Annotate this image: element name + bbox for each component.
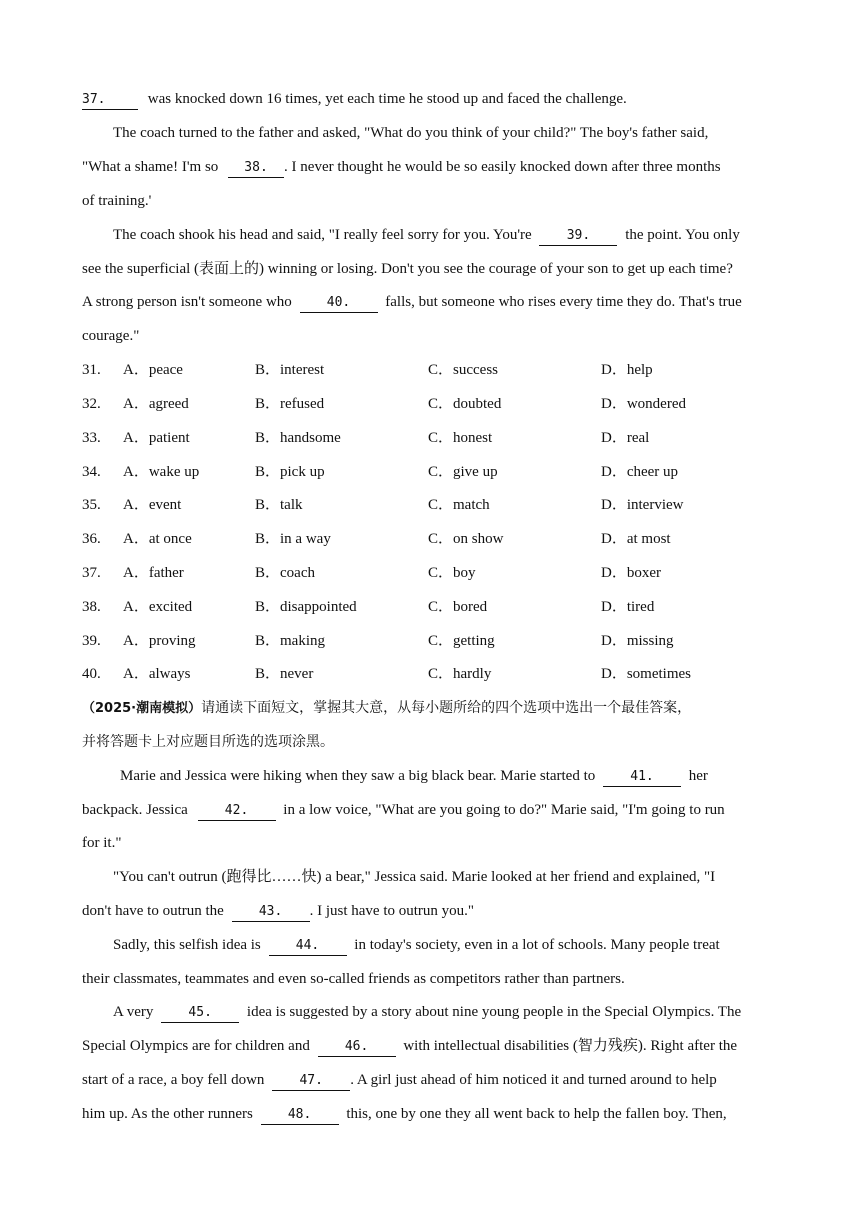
passage-line	[82, 1070, 717, 1090]
passage-line	[82, 901, 474, 921]
passage-text: A very	[113, 1004, 158, 1020]
option-c: C．give up	[428, 464, 498, 480]
source-tag: （2025·潮南模拟）	[82, 701, 202, 716]
passage-text: Special Olympics are for children and	[82, 1038, 314, 1054]
passage-text: "What a shame! I'm so	[82, 159, 223, 175]
option-c: C．success	[428, 362, 498, 378]
question-number: 40.	[82, 666, 101, 682]
option-a: A．peace	[123, 362, 183, 378]
option-a: A．father	[123, 565, 184, 581]
answer-blank-39: 39.	[539, 227, 617, 246]
passage-line	[82, 1104, 727, 1124]
option-b: B．interest	[255, 362, 325, 378]
passage-line	[82, 89, 627, 109]
passage-text: this, one by one they all went back to help the fallen boy. Then,	[342, 1106, 727, 1122]
passage-text: falls, but someone who rises every time they do. That's true	[381, 294, 742, 310]
option-row	[82, 495, 782, 515]
option-d: D．at most	[601, 531, 671, 547]
option-b: B．never	[255, 666, 314, 682]
passage-text: The coach shook his head and said, "I really feel sorry for you. You're	[113, 227, 536, 243]
option-b: B．pick up	[255, 464, 325, 480]
passage-text: backpack. Jessica	[82, 802, 192, 818]
passage-text: don't have to outrun the	[82, 903, 228, 919]
option-a: A．event	[123, 497, 182, 513]
passage-line: for it."	[82, 835, 122, 851]
answer-blank-40: 40.	[300, 294, 378, 313]
option-c: C．honest	[428, 430, 493, 446]
option-c: C．match	[428, 497, 490, 513]
question-number: 35.	[82, 497, 101, 513]
passage-text: in a low voice, "What are you going to do?" Marie said, "I'm going to run	[279, 802, 725, 818]
option-row	[82, 597, 782, 617]
answer-blank-48: 48.	[261, 1106, 339, 1125]
option-d: D．wondered	[601, 396, 686, 412]
passage-line	[82, 1036, 737, 1056]
passage-line	[113, 935, 720, 955]
passage-text: . I just have to outrun you."	[309, 903, 475, 919]
option-row	[82, 664, 782, 684]
option-a: A．proving	[123, 633, 196, 649]
passage-line	[120, 766, 708, 786]
option-b: B．disappointed	[255, 599, 357, 615]
answer-blank-41: 41.	[603, 768, 681, 787]
passage-line	[82, 157, 721, 177]
option-row	[82, 428, 782, 448]
option-a: A．agreed	[123, 396, 189, 412]
passage-text: the point. You only	[621, 227, 740, 243]
question-number: 34.	[82, 464, 101, 480]
option-row	[82, 462, 782, 482]
passage-text: her	[685, 768, 708, 784]
passage-line	[82, 292, 742, 312]
passage-text: . I never thought he would be so easily knocked down after three months	[284, 159, 721, 175]
answer-blank-43: 43.	[232, 903, 310, 922]
option-a: A．excited	[123, 599, 193, 615]
option-a: A．at once	[123, 531, 192, 547]
question-number: 38.	[82, 599, 101, 615]
question-number: 33.	[82, 430, 101, 446]
instructions-text: 请通读下面短文，掌握其大意，从每小题所给的四个选项中选出一个最佳答案，	[201, 700, 692, 716]
passage-line: see the superficial (表面上的) winning or losing. Don't you see the courage of your son to get up each time?	[82, 261, 733, 277]
passage-text: idea is suggested by a story about nine young people in the Special Olympics. The	[243, 1004, 742, 1020]
option-c: C．boy	[428, 565, 476, 581]
passage-line: The coach turned to the father and asked, "What do you think of your child?" The boy's father said,	[113, 125, 709, 141]
option-c: C．on show	[428, 531, 504, 547]
passage-line	[113, 1002, 741, 1022]
option-d: D．cheer up	[601, 464, 679, 480]
passage-line: "You can't outrun (跑得比……快) a bear," Jessica said. Marie looked at her friend and explained, "I	[113, 869, 716, 885]
option-d: D．real	[601, 430, 650, 446]
passage-text: him up. As the other runners	[82, 1106, 257, 1122]
question-number: 39.	[82, 633, 101, 649]
option-b: B．in a way	[255, 531, 331, 547]
answer-blank-38: 38.	[228, 159, 284, 178]
answer-blank-45: 45.	[161, 1004, 239, 1023]
question-number: 36.	[82, 531, 101, 547]
passage-line: of training.'	[82, 193, 152, 209]
answer-blank-42: 42.	[198, 802, 276, 821]
option-row	[82, 360, 782, 380]
question-number: 31.	[82, 362, 101, 378]
passage-line	[82, 800, 725, 820]
question-number: 37.	[82, 565, 101, 581]
option-row	[82, 631, 782, 651]
option-c: C．getting	[428, 633, 495, 649]
option-a: A．always	[123, 666, 191, 682]
question-number: 32.	[82, 396, 101, 412]
option-a: A．wake up	[123, 464, 200, 480]
option-c: C．hardly	[428, 666, 492, 682]
option-row	[82, 563, 782, 583]
option-row	[82, 394, 782, 414]
passage-line: their classmates, teammates and even so-called friends as competitors rather than partners.	[82, 971, 625, 987]
passage-text: Sadly, this selfish idea is	[113, 937, 265, 953]
passage-text: . A girl just ahead of him noticed it and turned around to help	[350, 1072, 717, 1088]
answer-blank-44: 44.	[269, 937, 347, 956]
answer-blank-46: 46.	[318, 1038, 396, 1057]
option-d: D．help	[601, 362, 653, 378]
passage-text: start of a race, a boy fell down	[82, 1072, 269, 1088]
passage-line	[113, 225, 740, 245]
option-b: B．handsome	[255, 430, 341, 446]
passage-text: Marie and Jessica were hiking when they saw a big black bear. Marie started to	[120, 768, 600, 784]
option-row	[82, 529, 782, 549]
passage-text: A strong person isn't someone who	[82, 294, 296, 310]
option-d: D．boxer	[601, 565, 661, 581]
option-c: C．doubted	[428, 396, 502, 412]
option-a: A．patient	[123, 430, 190, 446]
option-d: D．tired	[601, 599, 655, 615]
passage-text: was knocked down 16 times, yet each time he stood up and faced the challenge.	[144, 91, 627, 107]
option-c: C．bored	[428, 599, 488, 615]
answer-blank-47: 47.	[272, 1072, 350, 1091]
passage-text: with intellectual disabilities (智力残疾). Right after the	[399, 1038, 738, 1054]
option-b: B．coach	[255, 565, 315, 581]
option-b: B．talk	[255, 497, 303, 513]
option-b: B．refused	[255, 396, 325, 412]
option-d: D．interview	[601, 497, 684, 513]
passage-line: courage."	[82, 328, 140, 344]
instructions-line	[82, 698, 691, 718]
passage-text: in today's society, even in a lot of schools. Many people treat	[350, 937, 720, 953]
instructions-line: 并将答题卡上对应题目所选的选项涂黑。	[82, 734, 334, 750]
option-d: D．missing	[601, 633, 674, 649]
option-d: D．sometimes	[601, 666, 691, 682]
option-b: B．making	[255, 633, 325, 649]
answer-blank-37: 37.	[82, 91, 138, 110]
